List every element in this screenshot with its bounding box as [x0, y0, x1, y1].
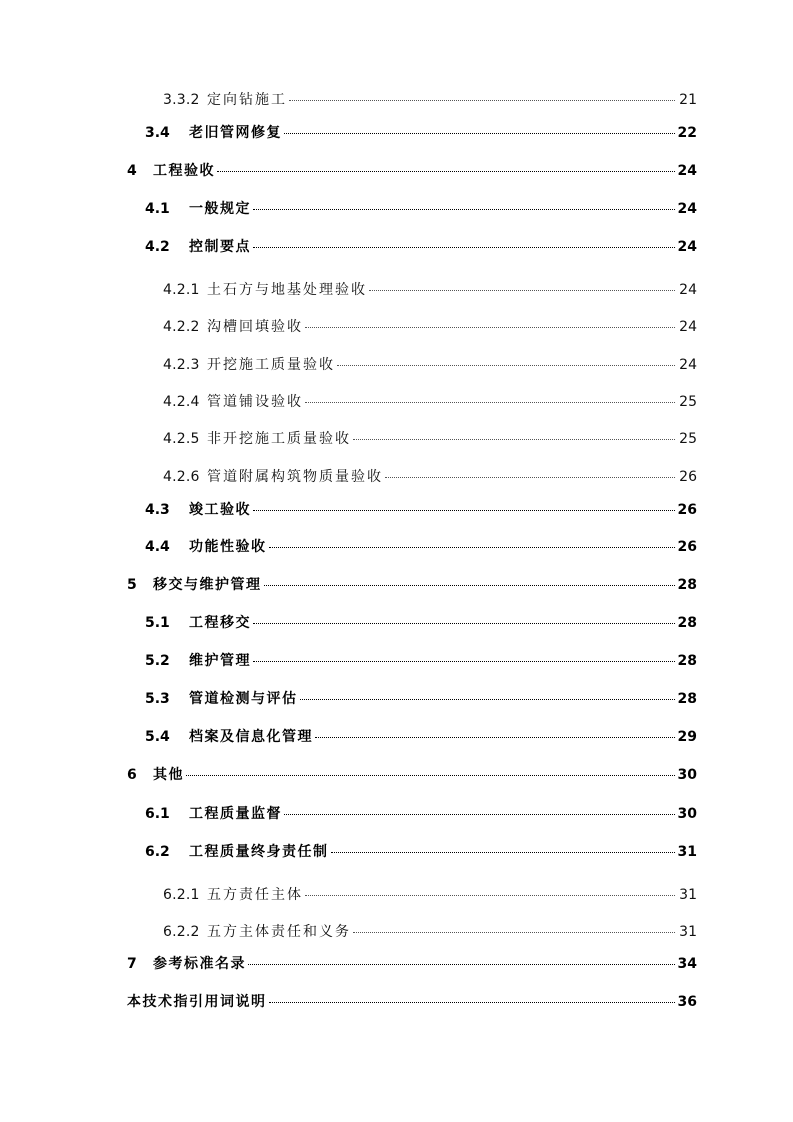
toc-entry-title: 一般规定	[189, 201, 251, 217]
toc-entry-page-number: 28	[677, 653, 697, 669]
toc-entry-page-number: 24	[679, 319, 697, 335]
toc-entry-number: 4	[127, 163, 137, 179]
toc-entry-number: 7	[127, 956, 137, 972]
dot-leader	[300, 699, 676, 700]
dot-leader	[305, 895, 675, 896]
dot-leader	[385, 477, 675, 478]
dot-leader	[305, 402, 675, 403]
toc-entry-title: 定向钻施工	[207, 92, 287, 108]
toc-entry-page-number: 22	[677, 125, 697, 141]
toc-entry-number: 5.1	[145, 615, 170, 631]
toc-entry-3-3-2[interactable]	[163, 91, 697, 109]
toc-entry-4-1[interactable]	[145, 200, 697, 218]
toc-entry-title: 管道铺设验收	[207, 394, 303, 410]
dot-leader	[331, 852, 676, 853]
toc-entry-number: 4.2.5	[163, 431, 200, 447]
toc-entry-number: 6.2.2	[163, 924, 200, 940]
toc-entry-title: 土石方与地基处理验收	[207, 282, 367, 298]
toc-entry-title: 工程质量监督	[189, 806, 282, 822]
toc-entry-page-number: 36	[677, 994, 697, 1010]
toc-entry-title: 参考标准名录	[153, 956, 246, 972]
dot-leader	[269, 547, 676, 548]
toc-entry-5-2[interactable]	[145, 652, 697, 670]
dot-leader	[369, 290, 675, 291]
toc-entry-4-2-6[interactable]	[163, 468, 697, 486]
toc-entry-4-3[interactable]	[145, 501, 697, 519]
toc-entry-title: 五方主体责任和义务	[207, 924, 351, 940]
toc-entry-title: 工程质量终身责任制	[189, 844, 329, 860]
toc-entry-page-number: 28	[677, 615, 697, 631]
dot-leader	[269, 1002, 676, 1003]
toc-entry-3-4[interactable]	[145, 124, 697, 142]
dot-leader	[253, 209, 675, 210]
toc-entry-6[interactable]	[127, 766, 697, 784]
toc-entry-6-2-1[interactable]	[163, 886, 697, 904]
toc-entry-title: 非开挖施工质量验收	[207, 431, 351, 447]
toc-entry-page-number: 21	[679, 92, 697, 108]
dot-leader	[353, 932, 675, 933]
toc-entry-4-2[interactable]	[145, 238, 697, 256]
dot-leader	[253, 247, 675, 248]
toc-entry-title: 管道附属构筑物质量验收	[207, 469, 383, 485]
toc-entry-title: 其他	[153, 767, 184, 783]
toc-entry-number: 3.4	[145, 125, 170, 141]
toc-entry-number: 4.2.3	[163, 357, 200, 373]
toc-entry-page-number: 28	[677, 577, 697, 593]
toc-entry-page-number: 28	[677, 691, 697, 707]
toc-entry-page-number: 25	[679, 394, 697, 410]
toc-entry-page-number: 24	[679, 282, 697, 298]
toc-entry-title: 移交与维护管理	[153, 577, 262, 593]
toc-entry-number: 3.3.2	[163, 92, 200, 108]
dot-leader	[248, 964, 675, 965]
toc-entry-4-2-5[interactable]	[163, 430, 697, 448]
toc-entry-page-number: 25	[679, 431, 697, 447]
dot-leader	[284, 133, 675, 134]
toc-entry-page-number: 26	[679, 469, 697, 485]
toc-entry-5-4[interactable]	[145, 728, 697, 746]
dot-leader	[305, 327, 675, 328]
toc-entry-page-number: 31	[679, 924, 697, 940]
toc-entry-number: 5.4	[145, 729, 170, 745]
toc-entry-5-1[interactable]	[145, 614, 697, 632]
toc-entry-title: 工程验收	[153, 163, 215, 179]
toc-entry-title: 五方责任主体	[207, 887, 303, 903]
toc-entry-title: 维护管理	[189, 653, 251, 669]
toc-entry-number: 6.1	[145, 806, 170, 822]
toc-entry-number: 4.2.4	[163, 394, 200, 410]
toc-entry-number: 5.2	[145, 653, 170, 669]
toc-entry-title: 工程移交	[189, 615, 251, 631]
toc-entry-4-2-1[interactable]	[163, 281, 697, 299]
toc-entry-title: 老旧管网修复	[189, 125, 282, 141]
dot-leader	[253, 623, 675, 624]
toc-entry-number: 5	[127, 577, 137, 593]
toc-entry-page-number: 30	[677, 806, 697, 822]
dot-leader	[353, 439, 675, 440]
toc-entry-page-number: 26	[677, 539, 697, 555]
dot-leader	[284, 814, 675, 815]
dot-leader	[253, 510, 675, 511]
toc-entry-page-number: 29	[677, 729, 697, 745]
toc-entry-4-2-4[interactable]	[163, 393, 697, 411]
toc-entry-4-2-3[interactable]	[163, 356, 697, 374]
dot-leader	[315, 737, 675, 738]
toc-entry-page-number: 30	[677, 767, 697, 783]
toc-entry-number: 4.2.1	[163, 282, 200, 298]
dot-leader	[264, 585, 676, 586]
toc-entry-number: 4.2.2	[163, 319, 200, 335]
toc-entry-7[interactable]	[127, 955, 697, 973]
dot-leader	[253, 661, 675, 662]
toc-entry-title: 控制要点	[189, 239, 251, 255]
toc-entry-number: 4.1	[145, 201, 170, 217]
toc-entry-title: 竣工验收	[189, 502, 251, 518]
toc-entry-4-4[interactable]	[145, 538, 697, 556]
toc-entry-page-number: 24	[677, 239, 697, 255]
toc-entry-4[interactable]	[127, 162, 697, 180]
toc-entry-6-2-2[interactable]	[163, 923, 697, 941]
toc-entry-number: 4.4	[145, 539, 170, 555]
toc-entry-page-number: 31	[677, 844, 697, 860]
toc-entry-6-1[interactable]	[145, 805, 697, 823]
toc-entry-title: 本技术指引用词说明	[127, 994, 267, 1010]
dot-leader	[289, 100, 675, 101]
toc-entry-page-number: 31	[679, 887, 697, 903]
dot-leader	[186, 775, 675, 776]
dot-leader	[337, 365, 675, 366]
toc-entry-number: 4.2.6	[163, 469, 200, 485]
toc-entry-number: 4.2	[145, 239, 170, 255]
toc-entry-number: 6	[127, 767, 137, 783]
toc-entry-page-number: 24	[677, 163, 697, 179]
toc-entry-page-number: 26	[677, 502, 697, 518]
toc-entry-number: 4.3	[145, 502, 170, 518]
toc-entry-6-2[interactable]	[145, 843, 697, 861]
toc-entry-number: 6.2.1	[163, 887, 200, 903]
toc-entry-5[interactable]	[127, 576, 697, 594]
toc-entry-title: 档案及信息化管理	[189, 729, 313, 745]
toc-entry-5-3[interactable]	[145, 690, 697, 708]
toc-entry-page-number: 24	[679, 357, 697, 373]
toc-entry-page-number: 24	[677, 201, 697, 217]
toc-entry-number: 6.2	[145, 844, 170, 860]
toc-entry-terminology[interactable]	[127, 993, 697, 1011]
toc-entry-title: 沟槽回填验收	[207, 319, 303, 335]
toc-entry-title: 开挖施工质量验收	[207, 357, 335, 373]
dot-leader	[217, 171, 675, 172]
toc-entry-title: 功能性验收	[189, 539, 267, 555]
toc-entry-4-2-2[interactable]	[163, 318, 697, 336]
toc-entry-title: 管道检测与评估	[189, 691, 298, 707]
toc-entry-number: 5.3	[145, 691, 170, 707]
toc-entry-page-number: 34	[677, 956, 697, 972]
